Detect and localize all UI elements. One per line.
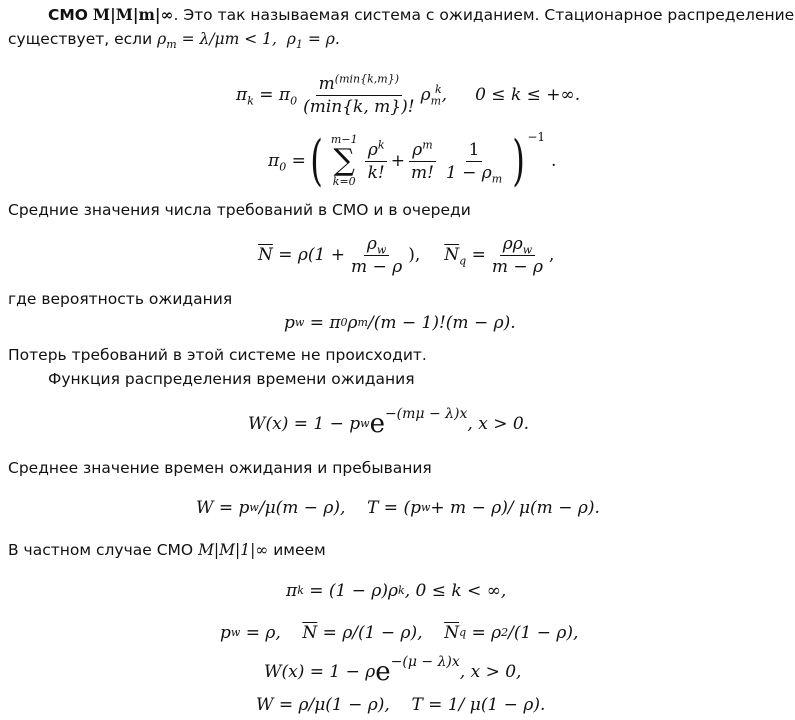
exp-e: e [369, 409, 385, 439]
rho-k-fraction: $\frac{\rho^k}{k!}$ [365, 140, 388, 183]
left-paren: ( [310, 129, 323, 192]
pi-k-range: 0 ≤ k ≤ +∞. [475, 85, 581, 105]
pi-k-fraction [300, 71, 417, 117]
equation-pi-0: $\pi_0$ = ( m−1 ∑ k=0 $\frac{\rho^k}{k!}$ + $\frac{\rho^m}{m!}$ $\frac{1}{1 - \rho_m}$ ) −1 . [268, 129, 557, 192]
intro-text-2: существует, если [8, 30, 153, 48]
n-fraction: $\frac{\rho_w}{m - \rho}$ [351, 233, 403, 277]
intro-text: . Это так называемая система с ожиданием. Стационарное распределение [173, 6, 795, 24]
rho-m-fraction: $\frac{\rho^m}{m!}$ [410, 137, 434, 183]
equation-special-pw-N: p w = ρ, $\overline{N}$ = ρ/(1 − ρ), $\overline{N}$ q = ρ 2 /(1 − ρ), [220, 623, 579, 643]
one-over-fraction: $\frac{1}{1 - \rho_m}$ [445, 139, 503, 185]
paragraph-wait-distribution: Функция распределения времени ожидания [48, 370, 415, 388]
paragraph-special-case: В частном случае СМО M|M|1|∞ имеем [8, 541, 326, 559]
equation-pi-k [236, 68, 580, 122]
paragraph-mean-values: Средние значения числа требований в СМО и в очереди [8, 201, 471, 219]
special-W-x-exponent: −(μ − λ)x [390, 654, 460, 670]
equation-special-W-T: W = ρ/μ(1 − ρ), T = 1/ μ(1 − ρ). [256, 695, 546, 715]
equation-special-W-x: W(x) = 1 − ρ e −(μ − λ)x , x > 0, [264, 654, 522, 687]
sum-lower-limit: k=0 [332, 175, 356, 188]
equation-W-x: W(x) = 1 − p w e −(mμ − λ)x , x > 0. [248, 406, 530, 439]
equation-N-Nq: $\overline{N} = \rho(1$ + $\frac{\rho_w}{m - \rho}$ ), $\overline{N}_q$ = $\frac{\rho\rho_w}{m - \rho}$ , [258, 233, 555, 277]
pi-0-lhs: $\pi_0$ = [268, 151, 306, 174]
right-paren: ) [512, 129, 526, 192]
intro-line-1 [48, 4, 794, 26]
intro-line-2 [8, 28, 340, 50]
sum-upper-limit: m−1 [330, 133, 358, 146]
sum-symbol: m−1 ∑ k=0 [330, 133, 358, 188]
smo-label: СМО [48, 6, 88, 24]
stationary-condition: $\rho_m = \lambda/\mu m < 1$, $\rho_1 = \rho$. [157, 30, 340, 52]
equation-W-T: W = p w /μ(m − ρ), T = (p w + m − ρ)/ μ(m − ρ). [196, 498, 600, 518]
W-x-exponent: −(mμ − λ)x [384, 406, 468, 422]
paragraph-mean-times: Среднее значение времен ожидания и пребывания [8, 459, 432, 477]
special-model: M|M|1|∞ [198, 541, 269, 559]
nq-fraction: $\frac{\rho\rho_w}{m - \rho}$ [491, 233, 543, 277]
model-notation: M|M|m|∞ [92, 5, 174, 24]
paragraph-wait-probability: где вероятность ожидания [8, 290, 233, 308]
pi-k-numerator: $m^{(min\{k,m\})}$ [316, 74, 402, 96]
equation-special-pi-k: π k = (1 − ρ)ρ k , 0 ≤ k < ∞, [286, 581, 507, 601]
equation-pw: p w = π 0 ρ m /(m − 1)!(m − ρ). [284, 313, 516, 333]
pi-k-denominator: (min{k, m})! [303, 96, 415, 117]
paragraph-no-losses: Потерь требований в этой системе не происходит. [8, 346, 427, 364]
pi-k-tail: $\rho_m^k$, [420, 83, 448, 108]
pi-k-lhs: $\pi_k = \pi_0$ [236, 85, 298, 108]
pi-0-exponent: −1 [527, 130, 546, 144]
